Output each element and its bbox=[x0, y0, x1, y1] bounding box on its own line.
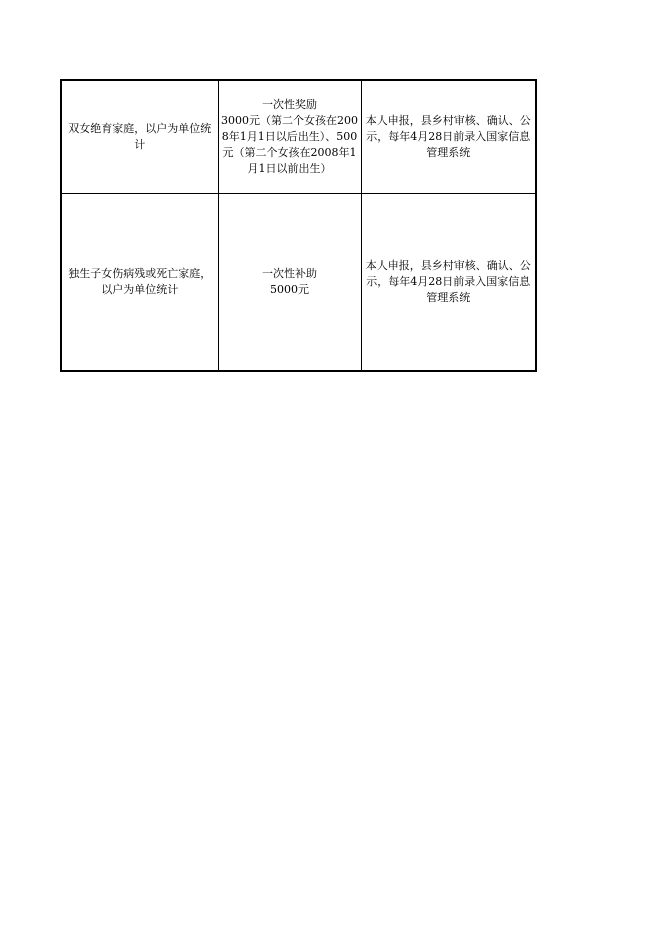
cell-standard: 一次性补助 5000元 bbox=[218, 194, 361, 372]
cell-procedure: 本人申报，县乡村审核、确认、公示，每年4月28日前录入国家信息管理系统 bbox=[361, 194, 536, 372]
cell-standard: 一次性奖励 3000元（第二个女孩在2008年1月1日以后出生）、500元（第二个女孩在2008年1月1日以前出生） bbox=[218, 80, 361, 194]
cell-target: 独生子女伤病残或死亡家庭，以户为单位统计 bbox=[61, 194, 218, 372]
table-row bbox=[61, 194, 536, 372]
policy-table bbox=[60, 79, 537, 372]
table-row bbox=[61, 80, 536, 194]
cell-procedure: 本人申报，县乡村审核、确认、公示，每年4月28日前录入国家信息管理系统 bbox=[361, 80, 536, 194]
cell-target: 双女绝育家庭，以户为单位统计 bbox=[61, 80, 218, 194]
